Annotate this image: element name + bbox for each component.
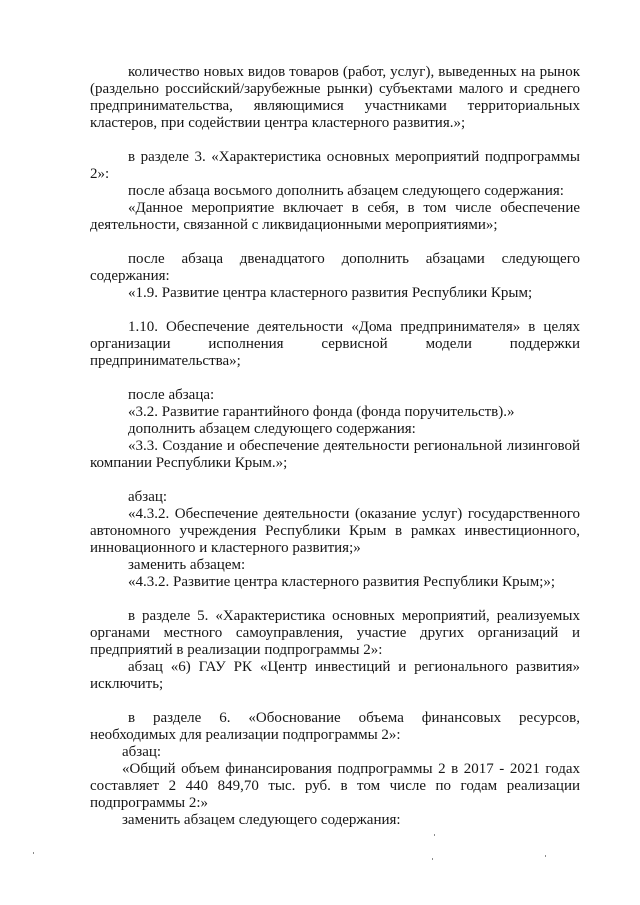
paragraph-item-1-9: «1.9. Развитие центра кластерного развития Республики Крым; (128, 285, 533, 301)
paragraph-section-5: в разделе 5. «Характеристика основных мероприятий, реализуемых органами местного самоуправления, участие других организаций и предприятий в реализации подпрограммы 2»: (90, 608, 580, 658)
paragraph-item-3-2: «3.2. Развитие гарантийного фонда (фонда поручительств).» (128, 404, 515, 420)
scan-speck (545, 855, 546, 857)
scan-speck (432, 858, 433, 860)
paragraph-item-3-3: «3.3. Создание и обеспечение деятельности региональной лизинговой компании Республики Крым.»; (90, 438, 580, 471)
paragraph-after-eighth: после абзаца восьмого дополнить абзацем следующего содержания: (128, 183, 564, 199)
paragraph-add-label: дополнить абзацем следующего содержания: (128, 421, 416, 437)
paragraph-total-funding: «Общий объем финансирования подпрограммы 2 в 2017 - 2021 годах составляет 2 440 849,70 тыс. руб. в том числе по годам реализации подпрограммы 2:» (90, 761, 580, 811)
paragraph-replace-label: заменить абзацем: (128, 557, 246, 573)
paragraph-abzac-label: абзац: (128, 489, 168, 505)
paragraph-liquidation-activity: «Данное мероприятие включает в себя, в том числе обеспечение деятельности, связанной с ликвидационными мероприятиями»; (90, 200, 580, 233)
paragraph-indicator-text: количество новых видов товаров (работ, услуг), выведенных на рынок (раздельно российский/зарубежные рынки) субъектами малого и среднего предпринимательства, являющимися участниками территориальных кластеров, при содействии центра кластерного развития.»; (90, 64, 580, 131)
paragraph-section-6: в разделе 6. «Обоснование объема финансовых ресурсов, необходимых для реализации подпрограммы 2»: (90, 710, 580, 743)
paragraph-item-1-10: 1.10. Обеспечение деятельности «Дома предпринимателя» в целях организации исполнения сервисной модели поддержки предпринимательства»; (90, 319, 580, 369)
scan-speck (434, 834, 435, 836)
paragraph-abzac-label-2: абзац: (122, 744, 162, 760)
paragraph-exclude-gau: абзац «6) ГАУ РК «Центр инвестиций и регионального развития» исключить; (90, 659, 580, 692)
paragraph-item-4-3-2-new: «4.3.2. Развитие центра кластерного развития Республики Крым;»; (128, 574, 556, 590)
paragraph-after-label: после абзаца: (128, 387, 215, 403)
paragraph-item-4-3-2-old: «4.3.2. Обеспечение деятельности (оказание услуг) государственного автономного учреждения Республики Крым в рамках инвестиционного, инновационного и кластерного развития;» (90, 506, 580, 556)
document-body (90, 64, 580, 829)
paragraph-section-3: в разделе 3. «Характеристика основных мероприятий подпрограммы 2»: (90, 149, 580, 182)
scan-speck (33, 852, 34, 854)
paragraph-after-twelfth: после абзаца двенадцатого дополнить абзацами следующего содержания: (90, 251, 580, 284)
paragraph-replace-content-label: заменить абзацем следующего содержания: (122, 812, 401, 828)
